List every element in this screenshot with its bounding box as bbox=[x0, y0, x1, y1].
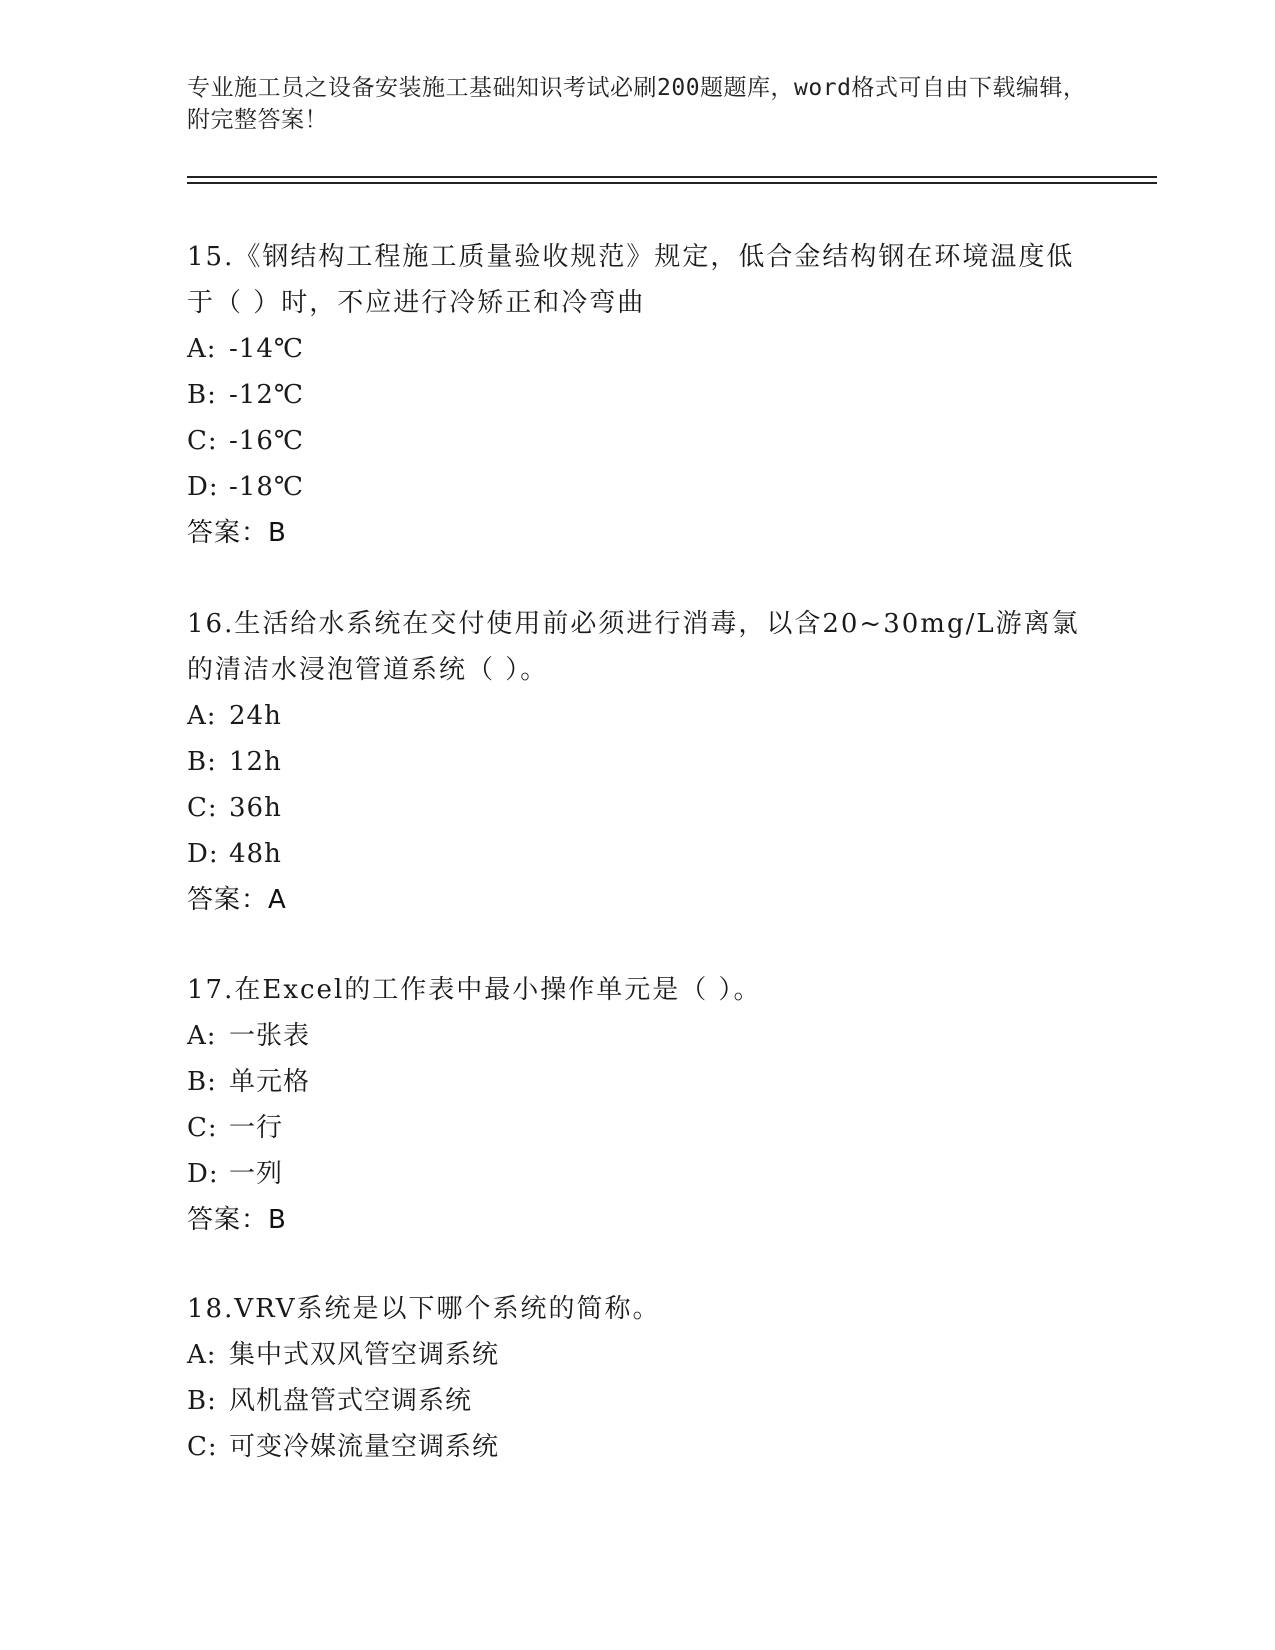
option-text: -14℃ bbox=[229, 334, 304, 364]
option-text: 一行 bbox=[229, 1113, 284, 1143]
option-letter: D: bbox=[187, 1159, 219, 1189]
question-stem: 18.VRV系统是以下哪个系统的简称。 bbox=[187, 1294, 661, 1324]
option-letter: A: bbox=[187, 1340, 217, 1370]
option-letter: C: bbox=[187, 1432, 218, 1462]
question-stem: 16.生活给水系统在交付使用前必须进行消毒，以含20~30mg/L游离氯的清洁水浸泡管道系统（ ）。 bbox=[187, 609, 1080, 685]
question-16 bbox=[187, 601, 1087, 923]
question-17 bbox=[187, 967, 1087, 1243]
option-text: 24h bbox=[229, 701, 282, 731]
option-b bbox=[187, 1378, 1087, 1424]
option-a bbox=[187, 1013, 1087, 1059]
option-text: 12h bbox=[229, 747, 282, 777]
option-text: -12℃ bbox=[229, 380, 304, 410]
option-text: 可变冷媒流量空调系统 bbox=[229, 1432, 500, 1462]
option-a bbox=[187, 326, 1087, 372]
option-c bbox=[187, 1105, 1087, 1151]
option-text: 一张表 bbox=[229, 1021, 311, 1051]
option-text: 一列 bbox=[229, 1159, 284, 1189]
option-text: 36h bbox=[229, 793, 282, 823]
option-d bbox=[187, 831, 1087, 877]
option-text: -18℃ bbox=[229, 472, 304, 502]
option-text: 集中式双风管空调系统 bbox=[229, 1340, 500, 1370]
option-letter: B: bbox=[187, 1067, 217, 1097]
option-text: 风机盘管式空调系统 bbox=[229, 1386, 473, 1416]
option-letter: A: bbox=[187, 334, 217, 364]
header-divider-bottom bbox=[187, 182, 1157, 184]
question-stem: 15.《钢结构工程施工质量验收规范》规定，低合金结构钢在环境温度低于（ ）时，不应进行冷矫正和冷弯曲 bbox=[187, 242, 1075, 318]
option-letter: B: bbox=[187, 1386, 217, 1416]
option-letter: A: bbox=[187, 1021, 217, 1051]
option-letter: A: bbox=[187, 701, 217, 731]
option-letter: D: bbox=[187, 472, 219, 502]
option-letter: C: bbox=[187, 1113, 218, 1143]
question-18 bbox=[187, 1286, 1087, 1470]
option-letter: B: bbox=[187, 747, 217, 777]
option-text: 48h bbox=[229, 839, 282, 869]
option-b bbox=[187, 1059, 1087, 1105]
option-letter: C: bbox=[187, 426, 218, 456]
option-c bbox=[187, 1424, 1087, 1470]
option-b bbox=[187, 372, 1087, 418]
answer-line: 答案：B bbox=[187, 518, 287, 548]
option-text: 单元格 bbox=[229, 1067, 311, 1097]
option-b bbox=[187, 739, 1087, 785]
option-c bbox=[187, 785, 1087, 831]
option-text: -16℃ bbox=[229, 426, 304, 456]
question-15 bbox=[187, 234, 1087, 556]
header-divider-top bbox=[187, 176, 1157, 178]
option-d bbox=[187, 464, 1087, 510]
option-a bbox=[187, 693, 1087, 739]
option-c bbox=[187, 418, 1087, 464]
document-header: 专业施工员之设备安装施工基础知识考试必刷200题题库，word格式可自由下载编辑，附完整答案！ bbox=[187, 75, 1087, 133]
option-letter: B: bbox=[187, 380, 217, 410]
option-d bbox=[187, 1151, 1087, 1197]
answer-line: 答案：A bbox=[187, 885, 287, 915]
option-a bbox=[187, 1332, 1087, 1378]
option-letter: C: bbox=[187, 793, 218, 823]
option-letter: D: bbox=[187, 839, 219, 869]
question-stem: 17.在Excel的工作表中最小操作单元是（ ）。 bbox=[187, 975, 762, 1005]
answer-line: 答案：B bbox=[187, 1205, 287, 1235]
